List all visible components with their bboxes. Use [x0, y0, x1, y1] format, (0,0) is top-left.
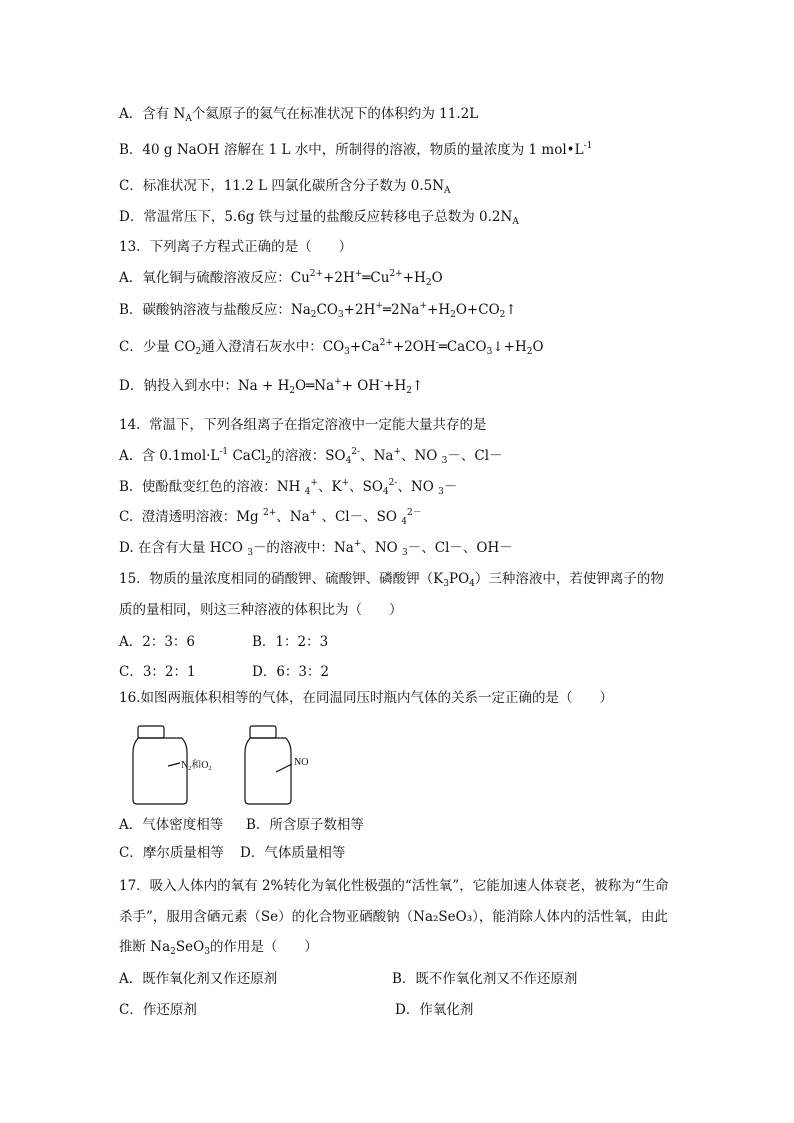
text: D．6：3：2 — [252, 664, 330, 680]
text: D．钠投入到水中：Na + H — [119, 378, 290, 394]
superscript: + — [354, 269, 363, 279]
superscript: 2－ — [406, 508, 422, 518]
text: 17．吸入人体内的氧有 2%转化为氧化性极强的“活性氧”，它能加速人体衰老，被称为“生命 — [119, 878, 669, 894]
subscript: 4 — [401, 517, 407, 527]
subscript: 3 — [204, 947, 210, 957]
text: B．既不作氧化剂又不作还原剂 — [392, 971, 578, 987]
subscript: 2 — [289, 386, 296, 396]
q16-option-a — [119, 815, 223, 835]
q17-option-a — [119, 969, 277, 989]
text: O═Na — [295, 378, 335, 394]
text: C. 澄清透明溶液：Mg — [119, 509, 263, 525]
subscript: 4 — [304, 487, 311, 497]
text: 、K — [317, 479, 342, 495]
subscript: 2 — [188, 766, 192, 772]
superscript: 2+ — [309, 269, 324, 279]
text: ↑ — [412, 378, 424, 394]
text: －、Cl－ — [447, 448, 503, 464]
label-text: 和O — [191, 760, 209, 771]
text: + OH — [341, 378, 381, 394]
subscript: 3 — [438, 487, 444, 497]
q17-option-d — [395, 1000, 473, 1020]
q17-stem-line1 — [119, 876, 669, 896]
text: O+CO — [455, 302, 500, 318]
text: B. 使酚酞变红色的溶液：NH — [119, 479, 305, 495]
text: D．作氧化剂 — [395, 1002, 474, 1018]
text: B．所含原子数相等 — [246, 817, 364, 833]
subscript: 4 — [382, 487, 389, 497]
q13-option-d — [119, 376, 423, 396]
bottle-right-label: NO — [294, 757, 309, 768]
bottle-left-body — [133, 738, 187, 804]
text: +2OH — [392, 339, 436, 355]
superscript: 2+ — [379, 338, 393, 348]
q15-option-d — [252, 662, 329, 682]
text: B．碳酸钠溶液与盐酸反应：Na — [119, 302, 311, 318]
superscript: + — [393, 447, 401, 457]
q17-option-c — [119, 1000, 197, 1020]
text: 的溶液：SO — [271, 448, 346, 464]
text: C．标准状况下，11.2 L 四氯化碳所含分子数为 0.5N — [119, 178, 445, 194]
superscript: 2- — [388, 478, 398, 488]
subscript: A — [444, 186, 451, 196]
subscript: 2 — [425, 278, 432, 288]
subscript: 3 — [486, 347, 493, 357]
subscript: A — [185, 114, 192, 124]
q15-option-a — [119, 632, 195, 652]
text: C．摩尔质量相等 — [119, 845, 224, 861]
text: C．作还原剂 — [119, 1002, 197, 1018]
subscript: 3 — [441, 456, 448, 466]
text: +2H — [343, 302, 376, 318]
q12-option-b — [119, 140, 592, 160]
text: +H — [383, 378, 407, 394]
q16-option-c — [119, 843, 224, 863]
subscript: 2 — [170, 947, 176, 957]
text: 个氦原子的氦气在标准状况下的体积约为 11.2L — [191, 106, 479, 122]
label-text: N — [181, 760, 189, 771]
text: O — [431, 270, 443, 286]
text: － — [443, 479, 458, 495]
text: ═2Na — [382, 302, 420, 318]
q13-option-c — [119, 337, 544, 357]
q12-option-c — [119, 176, 451, 196]
subscript: 3 — [344, 347, 350, 357]
superscript: - — [435, 338, 439, 348]
text: SeO — [175, 939, 205, 955]
q15-stem-line2 — [119, 600, 403, 620]
superscript: -1 — [583, 141, 593, 151]
text: +H — [402, 270, 426, 286]
text: 推断 Na — [119, 939, 171, 955]
q16-stem — [119, 688, 613, 708]
text: －、Cl－、OH－ — [407, 540, 513, 556]
subscript: 3 — [402, 548, 408, 558]
text: ↓+H — [492, 339, 527, 355]
subscript: 3 — [337, 310, 344, 320]
text: ═Cu — [362, 270, 390, 286]
subscript: 2 — [310, 310, 317, 320]
superscript: + — [334, 377, 342, 387]
text: ）三种溶液中，若使钾离子的物 — [474, 571, 664, 587]
text: C．3：2：1 — [119, 664, 196, 680]
text: 、NO — [401, 448, 442, 464]
superscript: 2+ — [262, 508, 277, 518]
subscript: 2 — [406, 386, 413, 396]
text: D．气体质量相等 — [240, 845, 346, 861]
superscript: + — [310, 478, 318, 488]
subscript: 2 — [499, 310, 506, 320]
text: A．含有 N — [119, 106, 186, 122]
superscript: 2- — [351, 447, 361, 457]
text: PO — [449, 571, 470, 587]
subscript: 2 — [526, 347, 533, 357]
q16-option-d — [240, 843, 345, 863]
gas-bottles-figure — [128, 724, 328, 810]
superscript: -1 — [219, 447, 229, 457]
superscript: - — [380, 377, 384, 387]
text: D. 在含有大量 HCO — [119, 540, 248, 556]
q15-option-b — [252, 632, 328, 652]
subscript: 4 — [345, 456, 352, 466]
text: ═CaCO — [438, 339, 487, 355]
text: 杀手”，服用含硒元素（Se）的化合物亚硒酸钠（Na₂SeO₃），能消除人体内的活性氧，由此 — [119, 909, 668, 925]
text: 、Na — [360, 448, 394, 464]
text: A．2：3：6 — [119, 634, 196, 650]
superscript: 2+ — [389, 269, 403, 279]
q15-stem-line1 — [119, 569, 664, 589]
q17-stem-line2 — [119, 907, 668, 927]
text: A．既作氧化剂又作还原剂 — [119, 971, 278, 987]
superscript: + — [419, 301, 428, 311]
text: A. 含 0.1mol·L — [119, 448, 220, 464]
text: 、SO — [349, 479, 383, 495]
subscript: 3 — [443, 579, 449, 589]
text: ↑ — [505, 302, 517, 318]
q14-option-c — [119, 507, 422, 527]
text: A．氧化铜与硫酸溶液反应：Cu — [119, 270, 310, 286]
text: CO — [316, 302, 338, 318]
bottle-right-body — [245, 738, 291, 804]
q14-option-a — [119, 446, 503, 466]
subscript: 4 — [469, 579, 475, 589]
text: O — [532, 339, 544, 355]
subscript: 2 — [265, 456, 272, 466]
text: 通入澄清石灰水中：CO — [201, 339, 345, 355]
q14-option-d — [119, 538, 513, 558]
text: C．少量 CO — [119, 339, 196, 355]
text: +2H — [323, 270, 355, 286]
text: D．常温常压下，5.6g 铁与过量的盐酸反应转移电子总数为 0.2N — [119, 209, 513, 225]
q14-stem — [119, 415, 487, 435]
text: CaCl — [228, 448, 266, 464]
text: +Ca — [349, 339, 380, 355]
q15-option-c — [119, 662, 196, 682]
q17-option-b — [392, 969, 577, 989]
subscript: 2 — [208, 766, 212, 772]
text: 15．物质的量浓度相同的硝酸钾、硫酸钾、磷酸钾（K — [119, 571, 444, 587]
q13-option-b — [119, 300, 517, 320]
text: 14. 常温下，下列各组离子在指定溶液中一定能大量共存的是 — [119, 417, 487, 433]
bottle-right-cap — [250, 726, 276, 738]
q12-option-d — [119, 207, 519, 227]
q17-stem-line3 — [119, 937, 318, 957]
subscript: 3 — [247, 548, 253, 558]
text: +H — [427, 302, 451, 318]
text: 16.如图两瓶体积相等的气体，在同温同压时瓶内气体的关系一定正确的是（ ） — [119, 690, 613, 706]
superscript: + — [375, 301, 383, 311]
bottle-left-pointer — [168, 763, 180, 766]
superscript: + — [353, 539, 362, 549]
q14-option-b — [119, 477, 457, 497]
subscript: 2 — [195, 347, 202, 357]
q13-option-a — [119, 268, 443, 288]
text: B．1：2：3 — [252, 634, 329, 650]
text: 13．下列离子方程式正确的是（ ） — [119, 239, 353, 255]
text: 质的量相同，则这三种溶液的体积比为（ ） — [119, 602, 403, 618]
text: 的作用是（ ） — [209, 939, 318, 955]
text: B．40 g NaOH 溶解在 1 L 水中，所制得的溶液，物质的量浓度为 1 mol•L — [119, 142, 584, 158]
text: 、Na — [276, 509, 310, 525]
q16-option-b — [246, 815, 364, 835]
subscript: A — [512, 217, 519, 227]
bottle-left-label — [181, 759, 211, 772]
bottle-right — [245, 726, 292, 804]
q13-stem — [119, 237, 352, 257]
superscript: + — [309, 508, 318, 518]
text: 、NO — [361, 540, 403, 556]
text: A．气体密度相等 — [119, 817, 224, 833]
text: 、NO — [397, 479, 439, 495]
subscript: 2 — [450, 310, 456, 320]
bottle-right-pointer — [276, 764, 292, 772]
text: －的溶液中：Na — [252, 540, 354, 556]
text: 、Cl－、SO — [317, 509, 402, 525]
q12-option-a — [119, 104, 478, 124]
superscript: + — [341, 478, 350, 488]
bottle-left-cap — [138, 726, 164, 738]
bottle-left — [133, 726, 187, 804]
